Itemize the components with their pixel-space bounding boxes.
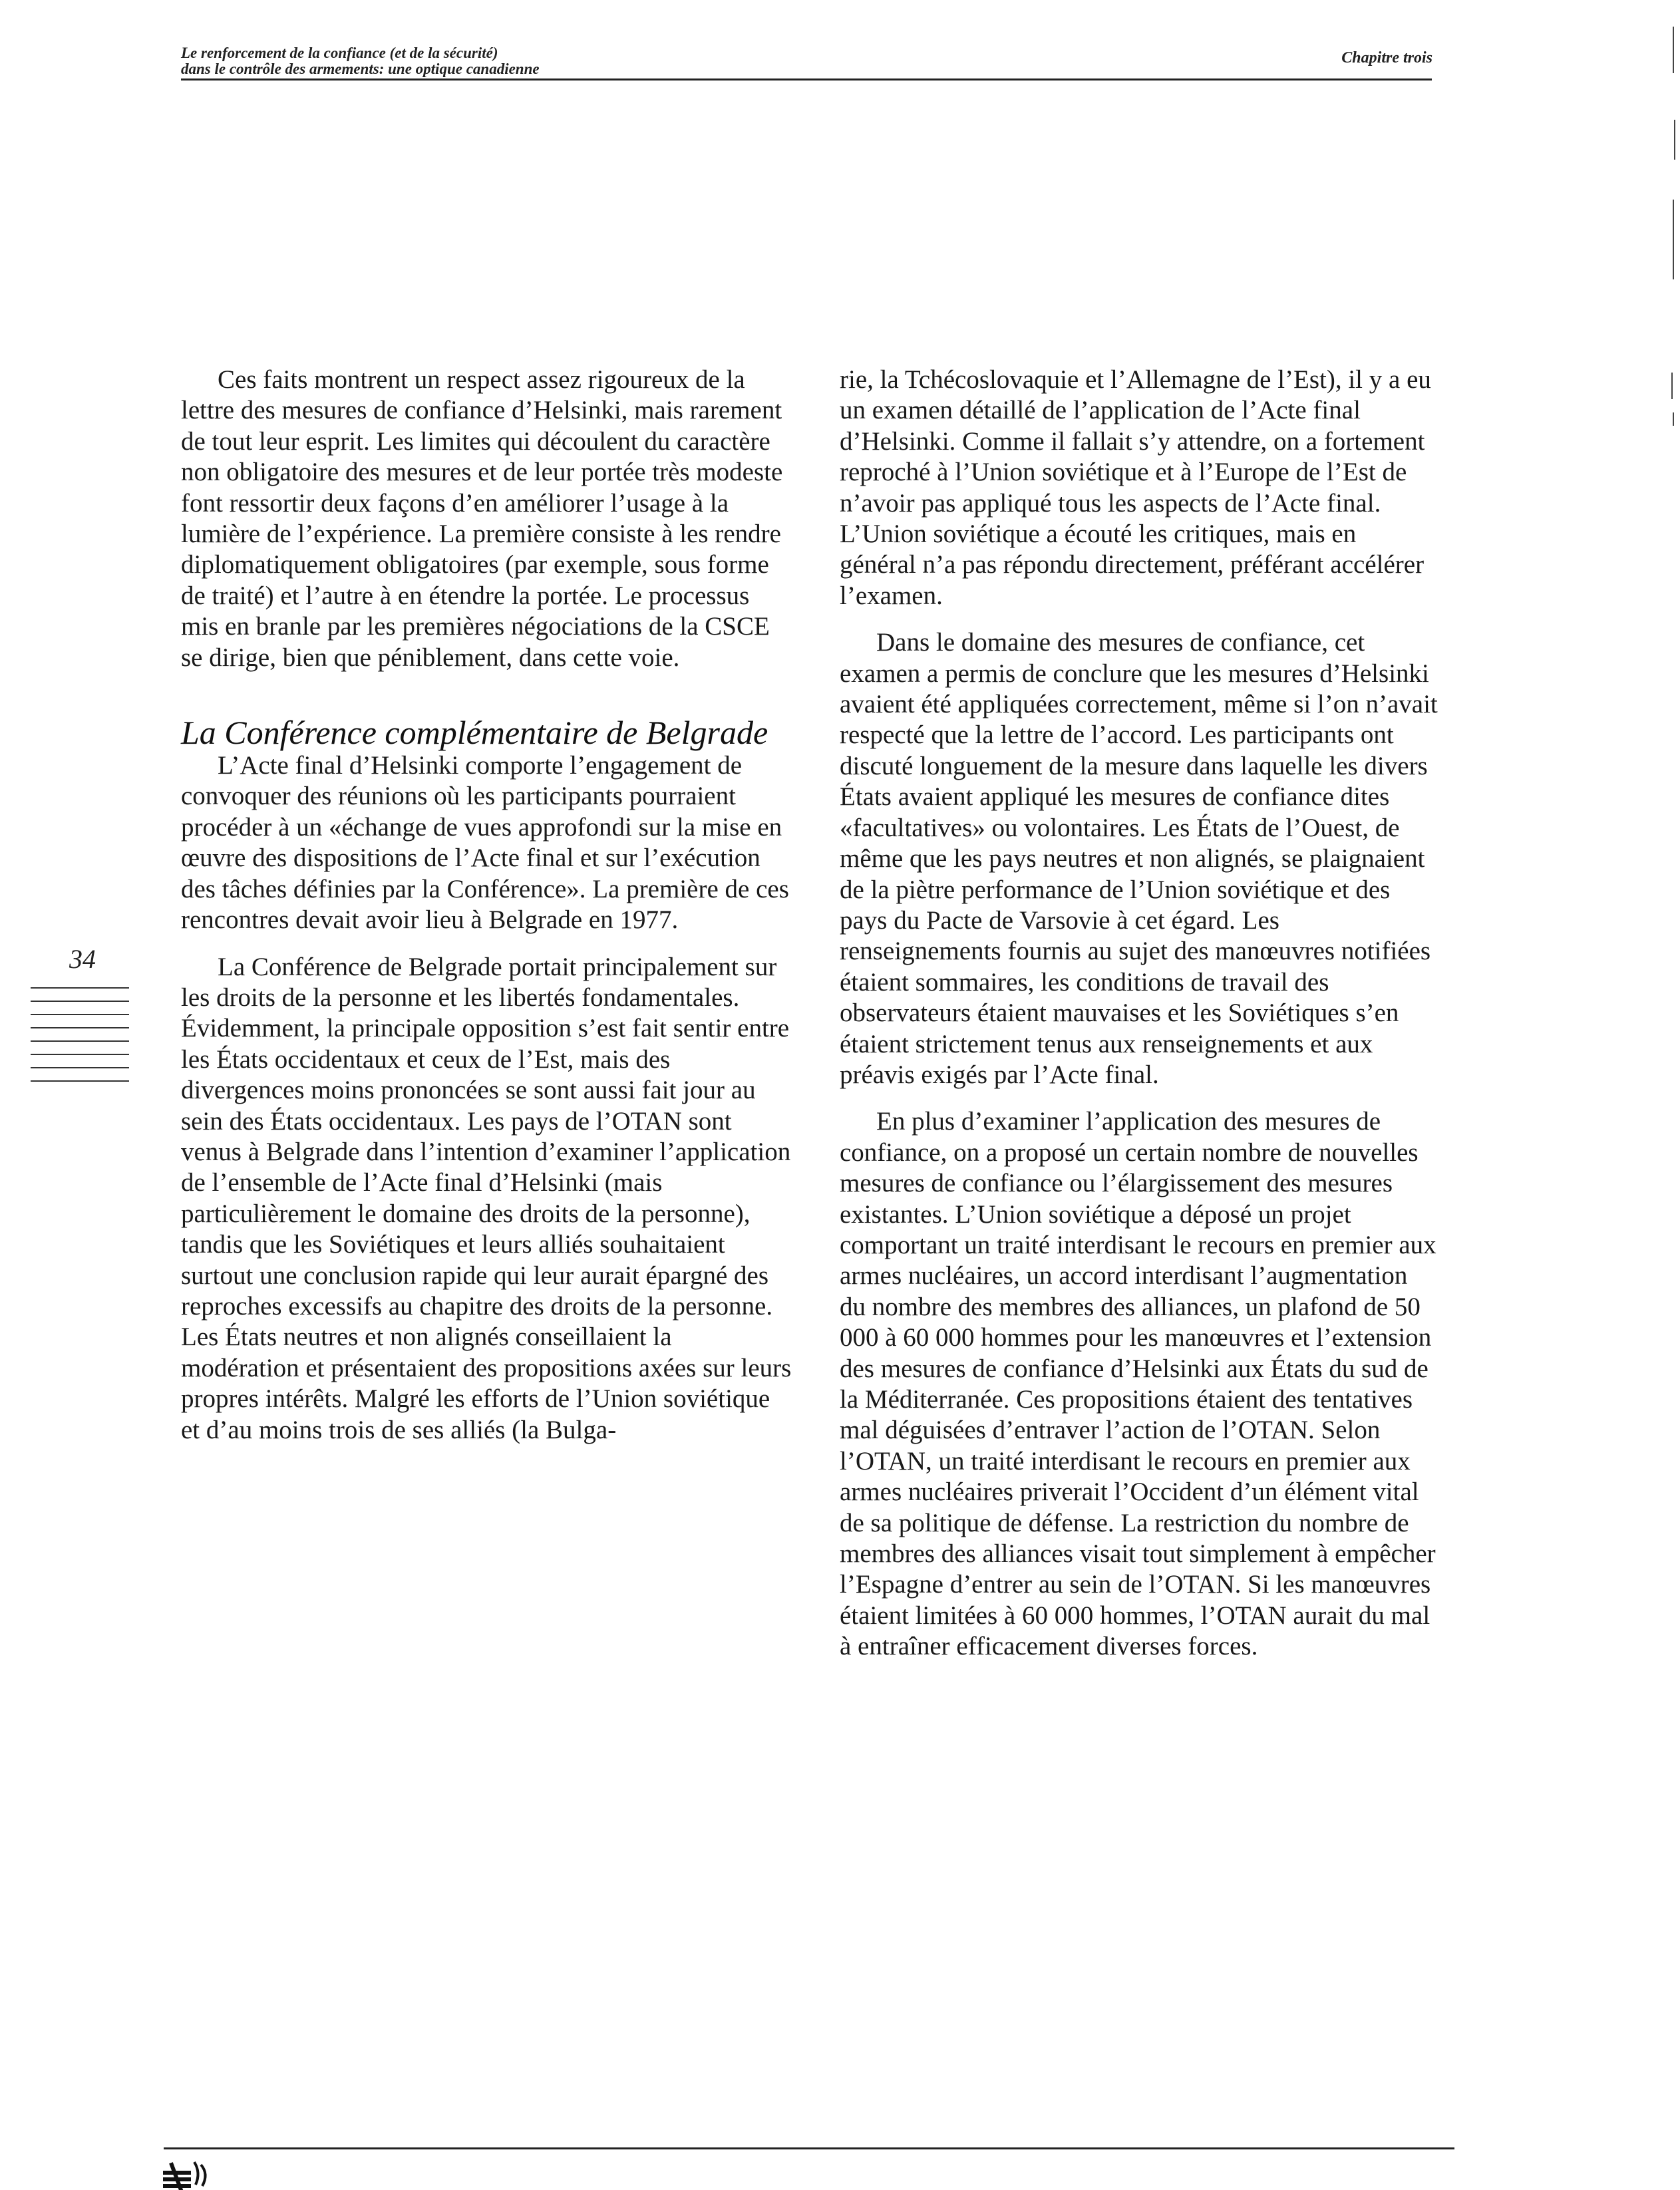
right-column [840,365,1438,1662]
left-column [181,365,793,1446]
scan-edge-marks [1667,0,1680,931]
margin-rule [31,987,129,989]
margin-rule [31,1080,129,1082]
footer-rule [164,2147,1454,2149]
margin-rule [31,1067,129,1068]
page-number: 34 [69,944,96,974]
margin-rule [31,1054,129,1055]
running-header-title [181,45,780,77]
paragraph-left-2: L’Acte final d’Helsinki comporte l’engagement de convoquer des réunions où les participants pourraient procéder à un «échange de vues approfondi sur la mise en œuvre des dispositions de l’Acte final et sur l’exécution des tâches définies par la Conférence». La première de ces rencontres devait avoir lieu à Belgrade en 1977. [181,751,789,935]
running-header-line-2: dans le contrôle des armements: une optique canadienne [181,61,540,77]
paragraph-left-3: La Conférence de Belgrade portait principalement sur les droits de la personne et les libertés fondamentales. Évidemment, la principale opposition s’est fait sentir entre les États occidentaux et ceux de l’Est, mais des divergences moins prononcées se sont aussi fait jour au sein des États occidentaux. Les pays de l’OTAN sont venus à Belgrade dans l’intention d’examiner l’application de l’ensemble de l’Acte final d’Helsinki (mais particulièrement le domaine des droits de la personne), tandis que les Soviétiques et leurs alliés souhaitaient surtout une conclusion rapide qui leur aurait épargné des reproches excessifs au chapitre des droits de la personne. Les États neutres et non alignés conseillaient la modération et présentaient des propositions axées sur leurs propres intérêts. Malgré les efforts de l’Union soviétique et d’au moins trois de ses alliés (la Bulga- [181,952,792,1444]
margin-rules [31,987,129,1094]
margin-rule [31,1040,129,1042]
section-heading: La Conférence complémentaire de Belgrade [181,714,768,752]
margin-rule [31,1014,129,1015]
paragraph-right-1: rie, la Tchécoslovaquie et l’Allemagne de l’Est), il y a eu un examen détaillé de l’application de l’Acte final d’Helsinki. Comme il fallait s’y attendre, on a fortement reproché à l’Union soviétique et à l’Europe de l’Est de n’avoir pas appliqué tous les aspects de l’Acte final. L’Union soviétique a écouté les critiques, mais en général n’a pas répondu directement, préférant accélérer l’examen. [840,365,1431,610]
margin-rule [31,1027,129,1028]
running-header-chapter: Chapitre trois [1341,49,1432,67]
paragraph-right-3: En plus d’examiner l’application des mesures de confiance, on a proposé un certain nombre de nouvelles mesures de confiance ou l’élargissement des mesures existantes. L’Union soviétique a déposé un projet comportant un traité interdisant le recours en premier aux armes nucléaires, un accord interdisant l’augmentation du nombre des membres des alliances, un plafond de 50 000 à 60 000 hommes pour les manœuvres et l’extension des mesures de confiance d’Helsinki aux États du sud de la Méditerranée. Ces propositions étaient des tentatives mal déguisées d’entraver l’action de l’OTAN. Selon l’OTAN, un traité interdisant le recours en premier aux armes nucléaires priverait l’Occident d’un élément vital de sa politique de défense. La restriction du nombre de membres des alliances visait tout simplement à empêcher l’Espagne d’entrer au sein de l’OTAN. Si les manœuvres étaient limitées à 60 000 hommes, l’OTAN aurait du mal à entraîner efficacement diverses forces. [840,1107,1436,1661]
margin-rule [31,1001,129,1002]
header-rule [181,78,1432,80]
running-header-line-1: Le renforcement de la confiance (et de la sécurité) [181,45,498,61]
publisher-logo-icon [162,2158,216,2190]
paragraph-right-2: Dans le domaine des mesures de confiance, cet examen a permis de conclure que les mesures d’Helsinki avaient été appliquées correctement, même si l’on n’avait respecté que la lettre de l’accord. Les participants ont discuté longuement de la mesure dans laquelle les divers États avaient appliqué les mesures de confiance dites «facultatives» ou volontaires. Les États de l’Ouest, de même que les pays neutres et non alignés, se plaignaient de la piètre performance de l’Union soviétique et des pays du Pacte de Varsovie à cet égard. Les renseignements fournis au sujet des manœuvres notifiées étaient sommaires, les conditions de travail des observateurs étaient mauvaises et les Soviétiques s’en étaient strictement tenus aux renseignements et aux préavis exigés par l’Acte final. [840,628,1438,1089]
paragraph-left-1: Ces faits montrent un respect assez rigoureux de la lettre des mesures de confiance d’Helsinki, mais rarement de tout leur esprit. Les limites qui découlent du caractère non obligatoire des mesures et de leur portée très modeste font ressortir deux façons d’en améliorer l’usage à la lumière de l’expérience. La première consiste à les rendre diplomatiquement obligatoires (par exemple, sous forme de traité) et l’autre à en étendre la portée. Le processus mis en branle par les premières négociations de la CSCE se dirige, bien que péniblement, dans cette voie. [181,365,783,672]
